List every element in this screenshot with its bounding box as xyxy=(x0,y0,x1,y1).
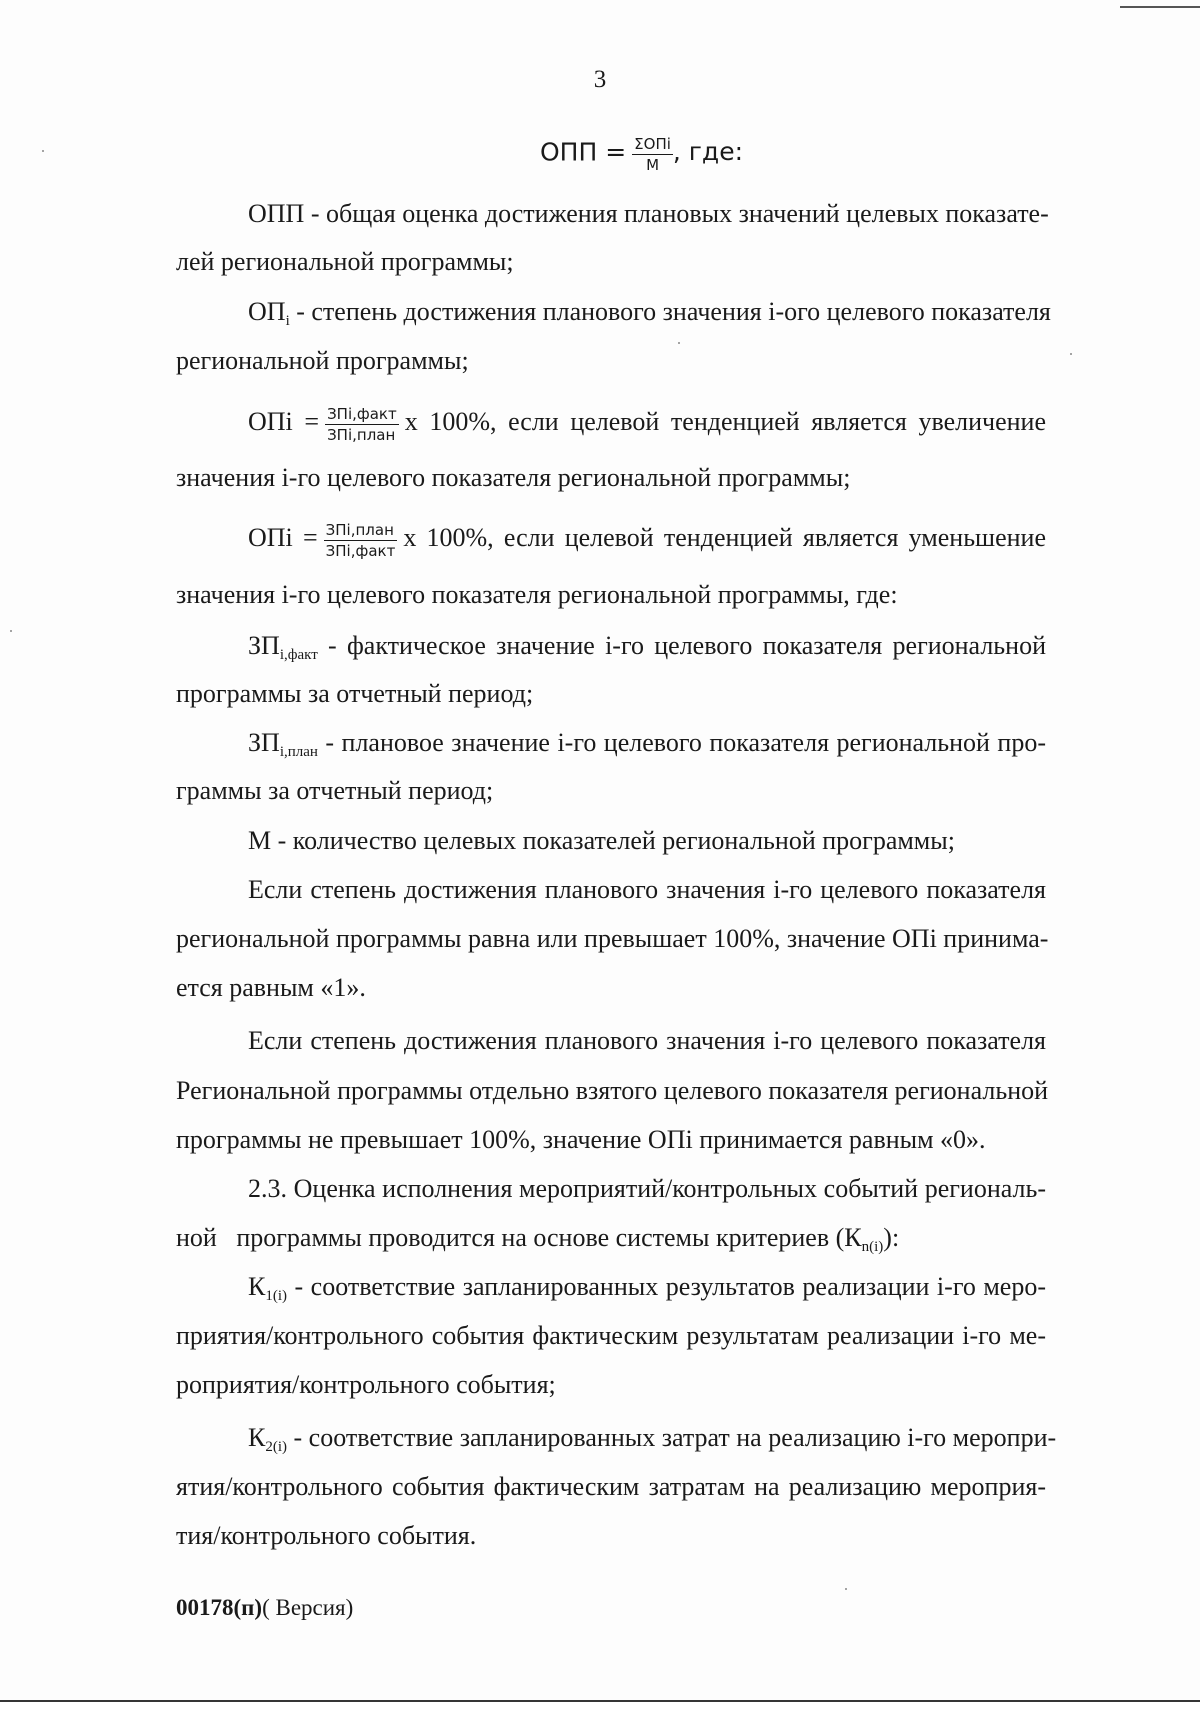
formula-opp-lhs: ОПП = xyxy=(540,137,627,167)
formula-opp-denominator: М xyxy=(646,156,660,174)
term-zp-fact-sub: i,факт xyxy=(279,647,318,663)
para-opp-line2: лей региональной программы; xyxy=(176,247,514,276)
def-plan-line1 xyxy=(248,727,1046,759)
term-k1-sub: 1(i) xyxy=(265,1288,288,1304)
para-23-line1: 2.3. Оценка исполнения мероприятий/контрольных событий региональ- xyxy=(248,1174,1046,1203)
para-k1-line1 xyxy=(248,1271,1046,1303)
footer-version: ( Версия) xyxy=(262,1595,354,1620)
formula-increase-fraction xyxy=(325,404,399,445)
formula-increase-lhs: ОПi = xyxy=(248,407,320,436)
scan-speck xyxy=(10,630,12,632)
term-opi-sub: i xyxy=(285,313,290,329)
para-k2-rest: - соответствие запланированных затрат на реализацию i-го меропри- xyxy=(287,1423,1057,1452)
def-plan-line2: граммы за отчетный период; xyxy=(176,776,494,805)
scan-edge-bottom xyxy=(0,1700,1200,1702)
term-zp-fact: ЗП xyxy=(248,631,280,660)
scan-speck xyxy=(845,1588,847,1590)
def-fact-line1 xyxy=(248,630,1046,662)
formula-increase-denominator: ЗПi,план xyxy=(327,425,396,444)
para-k2-line1 xyxy=(248,1422,1057,1455)
formula-increase xyxy=(248,400,1046,445)
formula-increase-line2: значения i-го целевого показателя региональной программы; xyxy=(176,463,851,492)
formula-opp-suffix: , где: xyxy=(672,137,744,167)
def-plan-rest: - плановое значение i-го целевого показателя региональной про- xyxy=(317,728,1046,757)
scan-speck xyxy=(678,342,680,344)
para-k1-line3: роприятия/контрольного события; xyxy=(176,1370,556,1399)
formula-decrease-denominator: ЗПi,факт xyxy=(325,541,396,560)
page-number: 3 xyxy=(593,66,607,93)
scan-speck xyxy=(1070,353,1072,355)
formula-decrease-rest: x 100%, если целевой тенденцией является уменьшение xyxy=(403,523,1046,552)
para-if2-line3: программы не превышает 100%, значение ОПi принимается равным «0». xyxy=(176,1125,986,1154)
para-opi-line2: региональной программы; xyxy=(176,346,469,375)
formula-opp xyxy=(540,134,743,175)
formula-opp-fraction xyxy=(632,134,673,175)
para-opi-line1 xyxy=(248,296,1051,329)
def-fact-rest: - фактическое значение i-го целевого показателя региональной xyxy=(317,631,1046,660)
formula-decrease-lhs: ОПi = xyxy=(248,523,318,552)
term-k2-sub: 2(i) xyxy=(265,1439,288,1455)
term-zp-plan: ЗП xyxy=(248,728,280,757)
para-k2-line3: тия/контрольного события. xyxy=(176,1521,477,1550)
def-fact-line2: программы за отчетный период; xyxy=(176,679,534,708)
para-23-line2-pre: ной программы проводится на основе системы критериев (К xyxy=(176,1223,862,1252)
para-opi-rest: - степень достижения планового значения i-ого целевого показателя xyxy=(289,297,1051,326)
term-opi: ОП xyxy=(248,297,286,326)
formula-decrease-fraction xyxy=(324,520,398,561)
para-if2-line2: Региональной программы отдельно взятого целевого показателя региональной xyxy=(176,1076,1049,1105)
scan-edge-top xyxy=(1120,6,1200,8)
para-if1-line3: ется равным «1». xyxy=(176,973,366,1002)
formula-decrease-numerator: ЗПi,план xyxy=(324,520,398,541)
term-zp-plan-sub: i,план xyxy=(279,744,318,760)
footer-code: 00178(п) xyxy=(176,1595,263,1620)
formula-increase-rest: x 100%, если целевой тенденцией является увеличение xyxy=(404,407,1046,436)
term-k2: К xyxy=(248,1423,266,1452)
para-23-line2 xyxy=(176,1222,899,1254)
para-23-line2-sub: n(i) xyxy=(861,1239,884,1255)
formula-opp-numerator: ΣОПi xyxy=(634,135,671,153)
para-opp-line1: ОПП - общая оценка достижения плановых значений целевых показате- xyxy=(248,199,1049,228)
footer-doc-code xyxy=(176,1595,353,1621)
para-k1-line2: приятия/контрольного события фактическим результатам реализации i-го ме- xyxy=(176,1321,1046,1350)
para-k1-rest: - соответствие запланированных результатов реализации i-го меро- xyxy=(287,1272,1046,1301)
para-if1-line2: региональной программы равна или превышает 100%, значение ОПi принима- xyxy=(176,924,1049,953)
term-k1: К xyxy=(248,1272,266,1301)
formula-decrease-line2: значения i-го целевого показателя региональной программы, где: xyxy=(176,580,898,609)
def-m: М - количество целевых показателей региональной программы; xyxy=(248,826,955,855)
scan-speck xyxy=(42,150,44,152)
para-23-line2-post: ): xyxy=(883,1223,900,1252)
para-if1-line1: Если степень достижения планового значения i-го целевого показателя xyxy=(248,875,1046,904)
para-k2-line2: ятия/контрольного события фактическим затратам на реализацию мероприя- xyxy=(176,1472,1046,1501)
para-if2-line1: Если степень достижения планового значения i-го целевого показателя xyxy=(248,1026,1046,1055)
formula-decrease xyxy=(248,516,1046,561)
formula-increase-numerator: ЗПi,факт xyxy=(327,404,397,423)
